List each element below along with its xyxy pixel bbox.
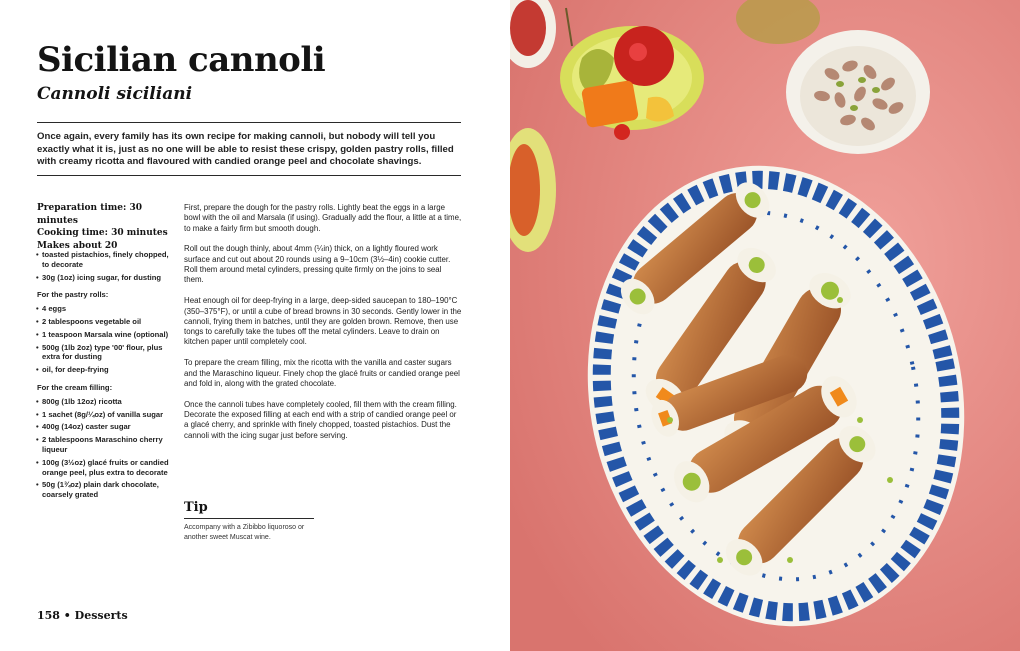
- ingredient-item: • oil, for deep-frying: [37, 365, 177, 375]
- method-steps: [184, 203, 462, 452]
- ingredient-item: • 1 sachet (8g/¼oz) of vanilla sugar: [37, 410, 177, 420]
- method-step: Roll out the dough thinly, about 4mm (¼in) thick, on a lightly floured work surface and cut out about 20 rounds using a 9–10cm (3½–4in) cookie cutter. Roll them around metal cylinders, pressing quite firmly on the joins to seal them.: [184, 244, 451, 285]
- ingredients-list: [37, 250, 177, 508]
- prep-time: Preparation time: 30 minutes: [37, 203, 142, 226]
- ingredient-item: • 800g (1lb 12oz) ricotta: [37, 397, 177, 407]
- ingredient-item: • 1 teaspoon Marsala wine (optional): [37, 330, 177, 340]
- ingredient-item: • 100g (3½oz) glacé fruits or candied orange peel, plus extra to decorate: [37, 458, 177, 478]
- ingredient-item: • 50g (1¾oz) plain dark chocolate, coarsely grated: [37, 480, 177, 500]
- ingredient-item: • 2 tablespoons Maraschino cherry liqueur: [37, 435, 177, 455]
- recipe-title: Sicilian cannoli: [37, 40, 326, 80]
- page-footer: 158 • Desserts: [37, 609, 128, 622]
- recipe-subtitle: Cannoli siciliani: [37, 84, 193, 104]
- cannoli-photo-illustration: [510, 0, 1020, 651]
- cherry-dish-content: [510, 0, 546, 56]
- ingredient-item: • 500g (1lb 2oz) type '00' flour, plus extra for dusting: [37, 343, 177, 363]
- recipe-meta: [37, 202, 177, 252]
- ingredients-cream-group: [37, 383, 177, 500]
- ingredient-item: • 30g (1oz) icing sugar, for dusting: [37, 273, 177, 283]
- method-step: Once the cannoli tubes have completely cooled, fill them with the cream filling. Decorate the exposed filling at each end with a strip of candied orange peel or a glacé cherry, and sprinkle with finely chopped, toasted pistachios. Dust the cannoli with the icing sugar just before serving.: [184, 399, 457, 440]
- ingredient-item: • toasted pistachios, finely chopped, to decorate: [37, 250, 177, 270]
- divider: [184, 518, 314, 519]
- food-photo: [510, 0, 1020, 651]
- divider: [37, 175, 461, 176]
- yield: Makes about 20: [37, 240, 118, 251]
- cook-time: Cooking time: 30 minutes: [37, 228, 168, 238]
- method-step: To prepare the cream filling, mix the ricotta with the vanilla and caster sugars and the Maraschino liqueur. Finely chop the glacé fruits or candied orange peel and fold in, along with the grated chocolate.: [184, 358, 460, 388]
- divider: [37, 122, 461, 123]
- method-step: Heat enough oil for deep-frying in a large, deep-sided saucepan to 180–190°C (350–375°F), or until a cube of bread browns in 30 seconds. Gently lower in the cannoli, frying them in batches, until they are golden brown. Remove, then use tongs to carefully take the tubes off the metal cylinders. Leave to drain on kitchen paper until completely cool.: [184, 296, 462, 347]
- ingredient-item: • 4 eggs: [37, 304, 177, 314]
- pistachio-bowl: [786, 30, 930, 154]
- ingredients-pastry-heading: For the pastry rolls:: [37, 290, 109, 300]
- ingredients-decorate-group: [37, 250, 177, 282]
- ingredients-pastry-group: [37, 290, 177, 375]
- tip-title: Tip: [184, 500, 208, 515]
- ingredient-item: • 400g (14oz) caster sugar: [37, 422, 177, 432]
- ingredient-item: • 2 tablespoons vegetable oil: [37, 317, 177, 327]
- tip-text: Accompany with a Zibibbo liquoroso or another sweet Muscat wine.: [184, 524, 305, 541]
- method-step: First, prepare the dough for the pastry rolls. Lightly beat the eggs in a large bowl with the oil and Marsala (if using). Gradually add the flour, a little at a time, to make a fairly firm but smooth dough.: [184, 203, 462, 233]
- ingredients-cream-heading: For the cream filling:: [37, 382, 113, 392]
- recipe-intro: Once again, every family has its own recipe for making cannoli, but nobody will tell you exactly what it is, just as no one will be able to resist these crispy, golden pastry rolls, filled with creamy ricotta and flavoured with candied orange peel and chocolate shavings.: [37, 131, 454, 168]
